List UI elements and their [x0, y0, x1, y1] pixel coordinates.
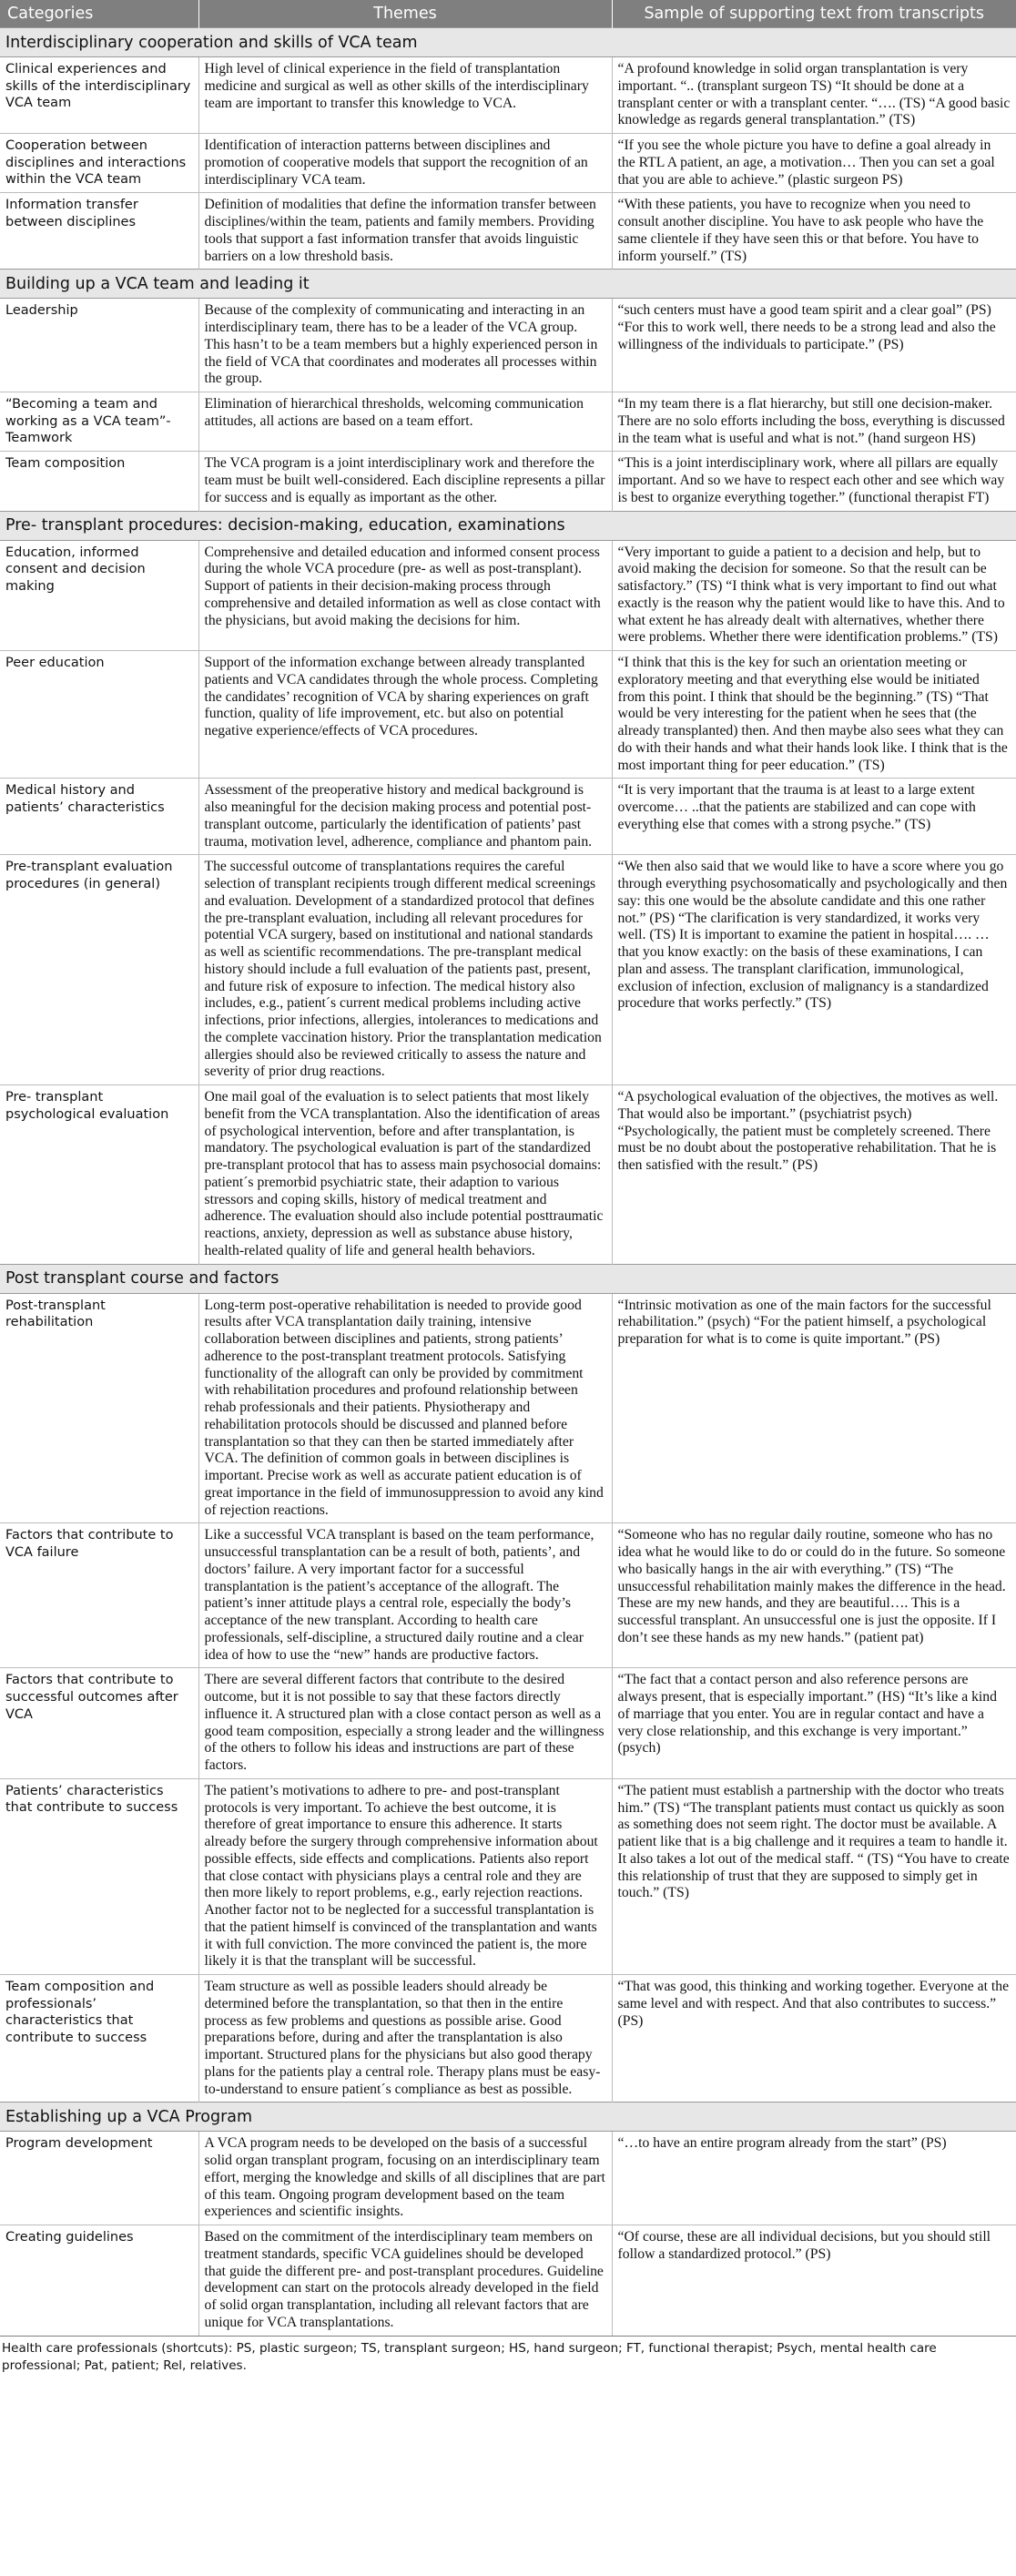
header-row: [0, 0, 1016, 28]
supporting-text-cell: “Of course, these are all individual decisions, but you should still follow a standardized protocol.” (PS): [612, 2225, 1016, 2336]
category-cell: “Becoming a team and working as a VCA team”- Teamwork: [0, 392, 198, 452]
supporting-text-cell: “A psychological evaluation of the objectives, the motives as well. That would also be important.” (psychiatrist psych) “Psychologically, the patient must be completely screened. There must be no doubt about the postoperative rehabilitation. That he is then satisfied with the result.” (PS): [612, 1085, 1016, 1265]
category-cell: Program development: [0, 2132, 198, 2225]
section-title: Pre- transplant procedures: decision-making, education, examinations: [0, 511, 1016, 540]
table-row: [0, 1778, 1016, 1974]
category-cell: Leadership: [0, 299, 198, 392]
theme-cell: Identification of interaction patterns between disciplines and promotion of cooperative models that support the recognition of an interdisciplinary VCA team.: [198, 134, 612, 193]
category-cell: Creating guidelines: [0, 2225, 198, 2336]
category-cell: Medical history and patients’ characteristics: [0, 779, 198, 855]
supporting-text-cell: “Someone who has no regular daily routine, someone who has no idea what he would like to do or could do in the future. So someone who basically hangs in the air with everything.” (TS) “The unsuccessful rehabilitation mainly makes the difference in the head. These are my new hands, and they are beautiful…. This is a successful transplant. An unsuccessful one is just the opposite. If I don’t see these hands as my new hands.” (patient pat): [612, 1523, 1016, 1668]
theme-cell: A VCA program needs to be developed on the basis of a successful solid organ transplant program, focusing on an interdisciplinary team effort, merging the knowledge and skills of all disciplines that are part of this team. Ongoing program development based on the team experiences and scientific insights.: [198, 2132, 612, 2225]
theme-cell: Elimination of hierarchical thresholds, welcoming communication attitudes, all actions are based on a team effort.: [198, 392, 612, 452]
table-row: [0, 1523, 1016, 1668]
table-row: [0, 855, 1016, 1085]
table-row: [0, 392, 1016, 452]
category-cell: Team composition: [0, 452, 198, 511]
table-row: [0, 779, 1016, 855]
table-row: [0, 193, 1016, 270]
table-row: [0, 651, 1016, 779]
theme-cell: Like a successful VCA transplant is based on the team performance, unsuccessful transplantation can be a result of both, patients’, and doctors’ failure. A very important factor for a successful transplantation is the patient’s acceptance of the allograft. The patient’s inner attitude plays a central role, especially the body’s acceptance of the new transplant. According to health care professionals, self-discipline, a structured daily routine and a clear idea of how to use the “new” hands are productive factors.: [198, 1523, 612, 1668]
category-cell: Pre-transplant evaluation procedures (in general): [0, 855, 198, 1085]
supporting-text-cell: “In my team there is a flat hierarchy, but still one decision-maker. There are no solo efforts including the boss, everything is discussed in the team what is useful and what is not.” (hand surgeon HS): [612, 392, 1016, 452]
table-row: [0, 1085, 1016, 1265]
theme-cell: One mail goal of the evaluation is to select patients that most likely benefit from the VCA transplantation. Also the identification of areas of psychological intervention, before and after transplantation, is mandatory. The psychological evaluation is part of the standardized pre-transplant protocol that has to assess main psychosocial domains: patient´s premorbid psychiatric state, their adaption to various stressors and coping skills, history of medical treatment and adherence. The evaluation should also include potential posttraumatic reactions, anxiety, depression as well as substance abuse history, health-related quality of life and general health behaviors.: [198, 1085, 612, 1265]
theme-cell: Because of the complexity of communicating and interacting in an interdisciplinary team, there has to be a leader of the VCA group. This hasn’t to be a team members but a highly experienced person in the field of VCA that coordinates and moderates all processes within the group.: [198, 299, 612, 392]
category-cell: Clinical experiences and skills of the interdisciplinary VCA team: [0, 57, 198, 134]
supporting-text-cell: “We then also said that we would like to have a score where you go through everything psychosomatically and psychologically and then say: this one would be the absolute candidate and this one rather not.” (PS) “The clarification is very standardized, it works very well. (TS) It is important to examine the patient in hospital…. … that you know exactly: on the basis of these examinations, I can plan and assess. The transplant clarification, immunological, exclusion of infection, exclusion of malignancy is a standardized procedure that works perfectly.” (TS): [612, 855, 1016, 1085]
supporting-text-cell: “That was good, this thinking and working together. Everyone at the same level and with respect. And that also contributes to success.” (PS): [612, 1975, 1016, 2103]
supporting-text-cell: “If you see the whole picture you have to define a goal already in the RTL A patient, an age, a motivation… Then you can set a goal that you are able to achieve.” (plastic surgeon PS): [612, 134, 1016, 193]
supporting-text-cell: “This is a joint interdisciplinary work, where all pillars are equally important. And so we have to respect each other and see which way is best to organize everything together.” (functional therapist FT): [612, 452, 1016, 511]
theme-cell: The VCA program is a joint interdisciplinary work and therefore the team must be built well-considered. Each discipline represents a pillar for success and is equally as important as the other.: [198, 452, 612, 511]
header-themes: Themes: [198, 0, 612, 28]
section-title: Building up a VCA team and leading it: [0, 270, 1016, 299]
section-header-row: [0, 28, 1016, 57]
supporting-text-cell: “With these patients, you have to recognize when you need to consult another discipline. You have to ask people who have the same clientele if they have seen this or that before. You have to inform yourself.” (TS): [612, 193, 1016, 270]
theme-cell: Long-term post-operative rehabilitation is needed to provide good results after VCA transplantation daily training, intensive collaboration between disciplines and patients, strong patients’ adherence to the post-transplant treatment protocols. Satisfying functionality of the allograft can only be provided by commitment with rehabilitation procedures and profound relationship between rehab professionals and their patients. Physiotherapy and rehabilitation protocols should be discussed and planned before transplantation so that they can then be started immediately after VCA. The definition of common goals in between disciplines is important. Precise work as well as accurate patient education is of great importance in the field of immunosuppression to avoid any kind of rejection reactions.: [198, 1293, 612, 1523]
theme-cell: The patient’s motivations to adhere to pre- and post-transplant protocols is very important. To achieve the best outcome, it is therefore of great importance to ensure this adherence. It starts already before the surgery through comprehensive information about possible effects, side effects and complications. Patients also report that close contact with physicians plays a central role and they are then more likely to report problems, e.g., early rejection reactions. Another factor not to be neglected for a successful transplantation is that the patient himself is convinced of the transplantation and wants it with full conviction. The more convinced the patient is, the more likely it is that the transplant will be successful.: [198, 1778, 612, 1974]
supporting-text-cell: “…to have an entire program already from the start” (PS): [612, 2132, 1016, 2225]
header-supporting-text: Sample of supporting text from transcripts: [612, 0, 1016, 28]
table-row: [0, 1668, 1016, 1779]
category-cell: Patients’ characteristics that contribute to success: [0, 1778, 198, 1974]
category-cell: Information transfer between disciplines: [0, 193, 198, 270]
category-cell: Factors that contribute to successful outcomes after VCA: [0, 1668, 198, 1779]
table-footnote: Health care professionals (shortcuts): PS, plastic surgeon; TS, transplant surgeon; HS, hand surgeon; FT, functional therapist; Psych, mental health care professional; Pat, patient; Rel, relatives.: [0, 2336, 1016, 2375]
header-categories: Categories: [0, 0, 198, 28]
section-title: Post transplant course and factors: [0, 1264, 1016, 1293]
theme-cell: Definition of modalities that define the information transfer between disciplines/within the team, patients and family members. Providing tools that support a fast information transfer that avoids linguistic barriers on a low threshold basis.: [198, 193, 612, 270]
supporting-text-cell: “A profound knowledge in solid organ transplantation is very important. “.. (transplant surgeon TS) “It should be done at a transplant center or with a transplant center. “…. (TS) “A good basic knowledge as regards general transplantation.” (TS): [612, 57, 1016, 134]
table-row: [0, 134, 1016, 193]
supporting-text-cell: “The fact that a contact person and also reference persons are always present, that is especially important.” (HS) “It’s like a kind of marriage that you enter. You are in regular contact and have a very close relationship, and this exchange is very important.” (psych): [612, 1668, 1016, 1779]
category-cell: Education, informed consent and decision making: [0, 540, 198, 651]
table-row: [0, 540, 1016, 651]
theme-cell: Support of the information exchange between already transplanted patients and VCA candidates through the whole process. Completing the candidates’ recognition of VCA by sharing experiences on graft function, quality of life improvement, etc. but also on potential negative experience/effects of VCA procedures.: [198, 651, 612, 779]
section-header-row: [0, 1264, 1016, 1293]
table-row: [0, 452, 1016, 511]
table-row: [0, 1293, 1016, 1523]
table-row: [0, 2225, 1016, 2336]
category-cell: Post-transplant rehabilitation: [0, 1293, 198, 1523]
table-row: [0, 2132, 1016, 2225]
category-cell: Pre- transplant psychological evaluation: [0, 1085, 198, 1265]
section-header-row: [0, 511, 1016, 540]
supporting-text-cell: “It is very important that the trauma is at least to a large extent overcome… ..that the patients are stabilized and can cope with everything else that comes with a strong psyche.” (TS): [612, 779, 1016, 855]
section-header-row: [0, 270, 1016, 299]
supporting-text-cell: “The patient must establish a partnership with the doctor who treats him.” (TS) “The transplant patients must contact us quickly as soon as something does not seem right. The doctor must be available. A patient like that is a big challenge and it requires a team to handle it. It also takes a lot out of the medical staff. “ (TS) “You have to create this relationship of trust that they are supposed to simply get in touch.” (TS): [612, 1778, 1016, 1974]
supporting-text-cell: “such centers must have a good team spirit and a clear goal” (PS) “For this to work well, there needs to be a strong lead and also the willingness of the individuals to participate.” (PS): [612, 299, 1016, 392]
theme-cell: Assessment of the preoperative history and medical background is also meaningful for the decision making process and potential post-transplant outcome, particularly the identification of patients’ past trauma, motivation level, adherence, compliance and phantom pain.: [198, 779, 612, 855]
category-cell: Peer education: [0, 651, 198, 779]
table-row: [0, 57, 1016, 134]
supporting-text-cell: “Intrinsic motivation as one of the main factors for the successful rehabilitation.” (psych) “For the patient himself, a psychological preparation for what is to come is quite important.” (PS): [612, 1293, 1016, 1523]
theme-cell: Based on the commitment of the interdisciplinary team members on treatment standards, specific VCA guidelines should be developed that guide the different pre- and post-transplant procedures. Guideline development can start on the protocols already developed in the field of solid organ transplantation, including all relevant factors that are unique for VCA transplantations.: [198, 2225, 612, 2336]
category-cell: Factors that contribute to VCA failure: [0, 1523, 198, 1668]
section-title: Establishing up a VCA Program: [0, 2103, 1016, 2132]
supporting-text-cell: “Very important to guide a patient to a decision and help, but to avoid making the decision for someone. So that the result can be satisfactory.” (TS) “I think what is very important to find out what exactly is the reason why the patient would like to have this. And to what extent he has already dealt with alternatives, whether there were problems. Whether there were identification problems.” (TS): [612, 540, 1016, 651]
section-header-row: [0, 2103, 1016, 2132]
category-cell: Team composition and professionals’ characteristics that contribute to success: [0, 1975, 198, 2103]
category-cell: Cooperation between disciplines and interactions within the VCA team: [0, 134, 198, 193]
section-title: Interdisciplinary cooperation and skills of VCA team: [0, 28, 1016, 57]
theme-cell: Comprehensive and detailed education and informed consent process during the whole VCA procedure (pre- as well as post-transplant). Support of patients in their decision-making process through comprehensive and detailed information as well as close contact with the physicians, but avoid making the decisions for him.: [198, 540, 612, 651]
theme-cell: There are several different factors that contribute to the desired outcome, but it is not possible to say that these factors directly influence it. A structured plan with a close contact person as well as a good team composition, especially a strong leader and the willingness of the others to follow his ideas and instructions are part of these factors.: [198, 1668, 612, 1779]
table-row: [0, 1975, 1016, 2103]
table-row: [0, 299, 1016, 392]
theme-cell: High level of clinical experience in the field of transplantation medicine and surgical as well as other skills of the interdisciplinary team are important to transfer this knowledge to VCA.: [198, 57, 612, 134]
supporting-text-cell: “I think that this is the key for such an orientation meeting or exploratory meeting and that everything else would be initiated from this point. I think that should be the beginning.” (TS) “That would be very interesting for the patient when he sees that (the already transplanted) then. And then maybe also sees what they can do with their hands and what their hands look like. I think that is the most important thing for peer education.” (TS): [612, 651, 1016, 779]
table-body: [0, 28, 1016, 2336]
theme-cell: Team structure as well as possible leaders should already be determined before the transplantation, so that then in the entire process as few problems and questions as possible arise. Good preparations before, during and after the transplantation is also important. Structured plans for the physicians but also good therapy plans for the patients play a central role. Therapy plans must be easy-to-understand to ensure patient´s compliance as best as possible.: [198, 1975, 612, 2103]
theme-cell: The successful outcome of transplantations requires the careful selection of transplant recipients trough different medical screenings and evaluation. Development of a standardized protocol that defines the pre-transplant evaluation, including all relevant procedures for potential VCA surgery, based on institutional and national standards as well as scientific recommendations. The pre-transplant medical history should include a full evaluation of the patients past, present, and future risk of exposure to infection. The medical history also includes, e.g., patient´s current medical problems including active infections, prior infections, allergies, intolerances to medications and the complete vaccination history. Prior the transplantation medication allergies should also be reviewed critically to assess the nature and severity of prior drug reactions.: [198, 855, 612, 1085]
